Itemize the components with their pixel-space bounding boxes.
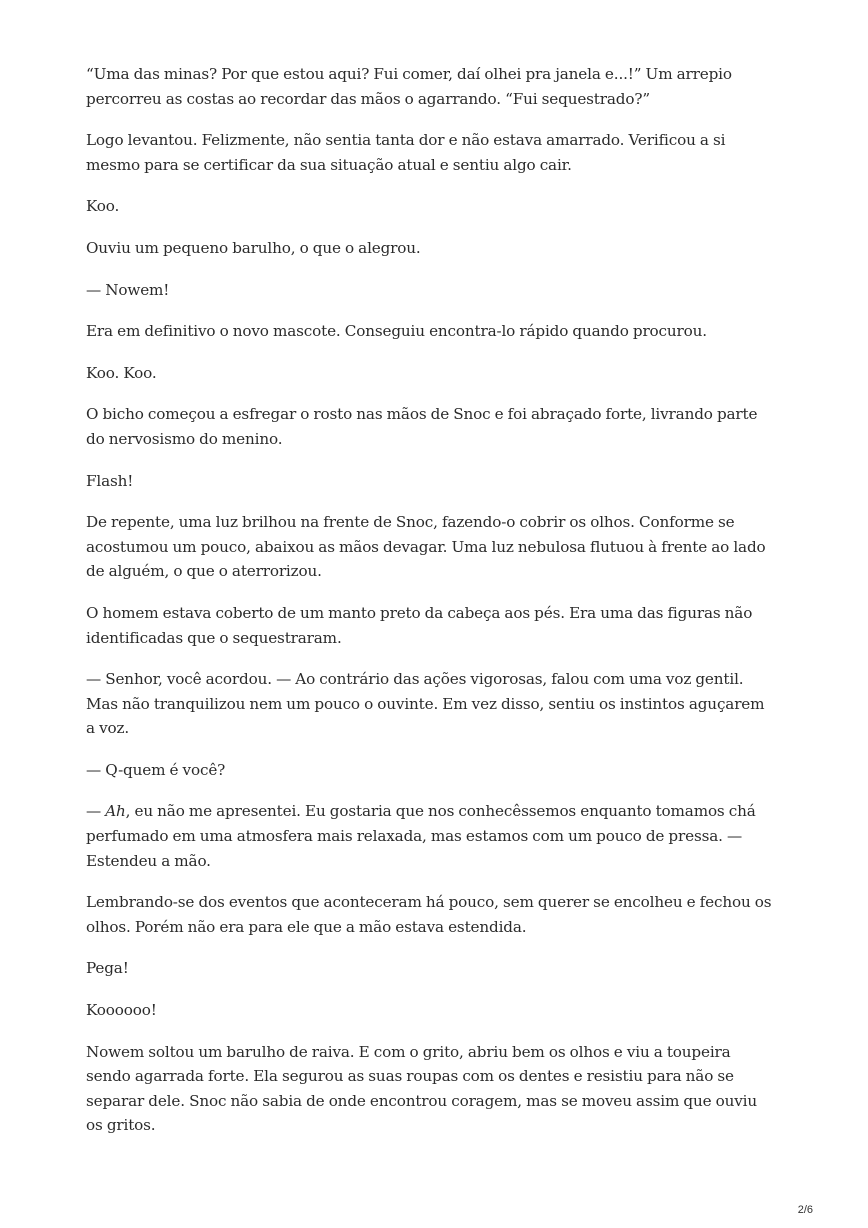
paragraph: Ouviu um pequeno barulho, o que o alegrou. [86,238,421,257]
paragraph: Era em definitivo o novo mascote. Conseguiu encontra-lo rápido quando procurou. [86,322,707,341]
paragraph: Pega! [86,959,129,978]
page-number: 2/6 [797,1204,813,1216]
paragraph: Flash! [86,471,134,490]
document-body [86,62,776,1155]
paragraph-lead: — [86,802,106,821]
paragraph-ah [86,799,776,873]
paragraph: — Nowem! [86,280,170,299]
paragraph: Logo levantou. Felizmente, não sentia tanta dor e não estava amarrado. Verificou a si mesmo para se certificar da sua situação atual e sentiu algo cair. [86,131,726,174]
paragraph: Nowem soltou um barulho de raiva. E com o grito, abriu bem os olhos e viu a toupeira sendo agarrada forte. Ela segurou as suas roupas com os dentes e resistiu para não se separar dele. Snoc não sabia de onde encontrou coragem, mas se moveu assim que ouviu os gritos. [86,1042,758,1135]
paragraph-rest: , eu não me apresentei. Eu gostaria que nos conhecêssemos enquanto tomamos chá perfumado em uma atmosfera mais relaxada, mas estamos com um pouco de pressa. — Estendeu a mão. [86,802,756,870]
paragraph: — Q-quem é você? [86,760,226,779]
paragraph: — Senhor, você acordou. — Ao contrário das ações vigorosas, falou com uma voz gentil. Mas não tranquilizou nem um pouco o ouvinte. Em vez disso, sentiu os instintos aguçarem a voz. [86,670,765,738]
paragraph: De repente, uma luz brilhou na frente de Snoc, fazendo-o cobrir os olhos. Conforme se acostumou um pouco, abaixou as mãos devagar. Uma luz nebulosa flutuou à frente ao lado de alguém, o que o aterrorizou. [86,513,766,581]
paragraph: Koo. Koo. [86,363,157,382]
italic-interjection: Ah [105,802,126,821]
paragraph: Koooooo! [86,1001,157,1020]
paragraph: O bicho começou a esfregar o rosto nas mãos de Snoc e foi abraçado forte, livrando parte do nervosismo do menino. [86,405,758,448]
paragraph: Koo. [86,197,120,216]
paragraph: Lembrando-se dos eventos que aconteceram há pouco, sem querer se encolheu e fechou os olhos. Porém não era para ele que a mão estava estendida. [86,893,772,936]
paragraph: O homem estava coberto de um manto preto da cabeça aos pés. Era uma das figuras não identificadas que o sequestraram. [86,603,753,647]
paragraph: “Uma das minas? Por que estou aqui? Fui comer, daí olhei pra janela e...!” Um arrepio percorreu as costas ao recordar das mãos o agarrando. “Fui sequestrado?” [86,65,732,108]
